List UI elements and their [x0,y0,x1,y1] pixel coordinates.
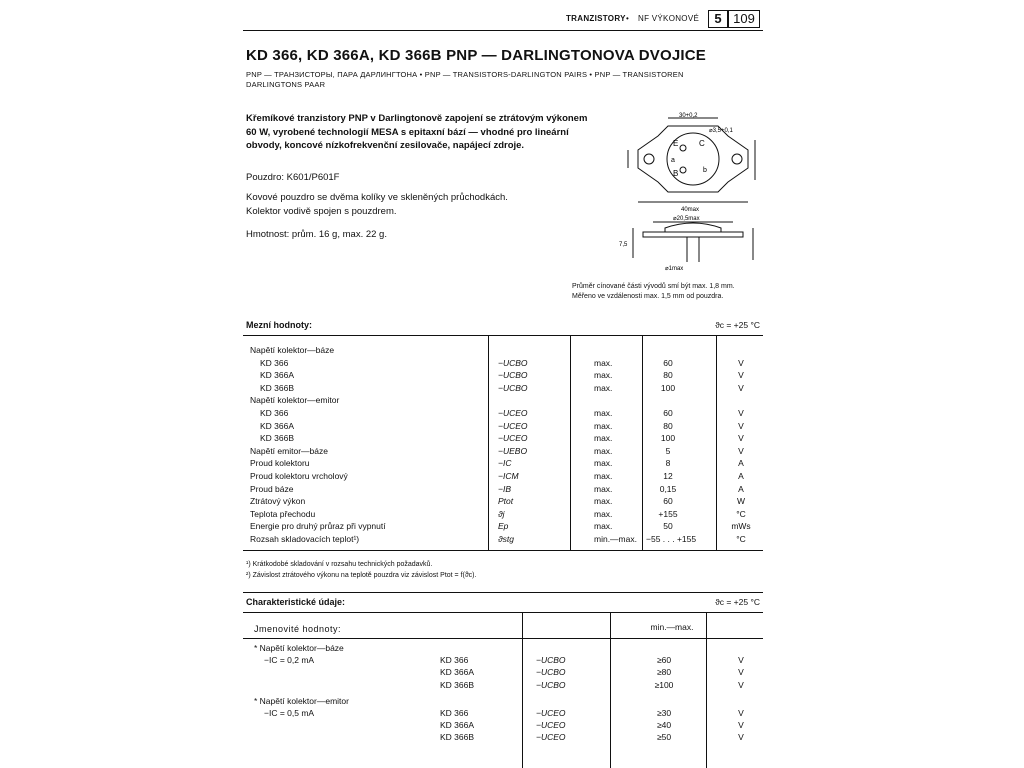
limit-unit: V [738,420,744,431]
label-a: a [671,157,675,164]
char-minmax-label: min.—max. [650,622,694,632]
char-value: ≥30 [656,708,672,718]
limit-unit: V [738,445,744,456]
char-type: KD 366B [440,732,475,743]
limit-name: Proud kolektoru [250,458,310,469]
char-unit: V [738,655,744,666]
limit-qualifier: max. [594,370,613,381]
limits-row [238,421,768,434]
limit-symbol: −IC [498,458,512,469]
char-condition-text: −IC = 0,5 mA [264,708,315,718]
limit-name: Energie pro druhý průraz při vypnutí [250,521,386,532]
limit-value: −55 . . . +155 [646,534,697,544]
limit-value: 60 [663,357,673,368]
limit-name: Ztrátový výkon [250,496,306,507]
header-rule [243,30,763,31]
limit-qualifier: max. [594,496,613,507]
drawing-note-1: Průměr cínované části vývodů smí být max. 1,8 mm. [572,283,735,290]
char-value: ≥40 [656,720,672,731]
limit-qualifier: max. [594,433,613,444]
limit-value: 60 [663,408,673,418]
footnote-1: ¹) Krátkodobé skladování v rozsahu technických požadavků. [246,561,433,568]
char-symbol: −UCEO [536,708,566,718]
limits-row [238,509,768,522]
limit-unit: W [736,496,746,507]
limits-rule-bottom [243,550,763,551]
dim-width-label: 40max [681,207,700,213]
char-condition: ϑc = +25 °C [715,597,760,607]
limit-value: 100 [660,382,676,393]
pin-e [680,145,686,151]
pin-e-label: E [673,139,679,148]
char-type: KD 366A [440,667,475,678]
limit-symbol: ϑj [498,508,505,519]
char-group-name: * Napětí kolektor—báze [254,643,344,653]
limit-qualifier: max. [594,471,613,481]
char-rule-header [243,592,763,593]
limit-unit: mWs [731,521,751,532]
limit-name: Proud kolektoru vrcholový [250,471,348,481]
limit-qualifier: max. [594,408,613,418]
char-group-heading [238,696,768,709]
char-symbol: −UCEO [536,720,566,731]
limits-row [238,471,768,484]
limit-symbol: Ptot [498,496,514,507]
mounting-hole-left [644,154,654,164]
char-type: KD 366A [440,720,475,731]
header-bullet: • [626,14,629,23]
limits-row [238,458,768,471]
limit-qualifier: max. [594,382,613,393]
chapter-number: 5 [708,10,728,28]
limit-name: KD 366B [260,433,295,444]
limit-unit: A [738,471,744,481]
limit-value: 12 [663,471,673,481]
limit-qualifier: max. [594,420,613,431]
page-number: 109 [728,10,760,28]
mounting-hole-right [732,154,742,164]
package-side-flange [643,232,743,237]
dim-height-label: 7,5 [619,242,628,248]
char-symbol: −UCBO [536,655,566,666]
limit-unit: V [738,433,744,444]
limit-qualifier: max. [594,357,613,368]
limit-symbol: ϑstg [498,534,515,544]
limits-row [238,496,768,509]
limit-unit: V [738,370,744,381]
subtitle-line-2: DARLINGTONS PAAR [246,80,326,89]
weight: Hmotnost: prům. 16 g, max. 22 g. [246,229,387,240]
housing-line-1: Kovové pouzdro se dvěma kolíky ve skleněných průchodkách. [246,192,508,203]
limit-name: Napětí kolektor—emitor [250,395,340,406]
limit-value: 80 [663,370,673,381]
dim-top-label: 30+0,2 [679,113,698,119]
char-row [238,732,768,745]
limit-unit: V [738,408,744,418]
limit-name: Proud báze [250,483,294,494]
char-condition-text: −IC = 0,2 mA [264,655,315,666]
drawing-note-2: Měřeno ve vzdálenosti max. 1,5 mm od pouzdra. [572,293,724,300]
limit-value: +155 [658,508,678,519]
limit-qualifier: max. [594,521,613,532]
limit-name: Rozsah skladovacích teplot¹) [250,534,360,544]
limit-value: 5 [665,445,671,456]
char-type: KD 366 [440,655,469,666]
limit-qualifier: max. [594,508,613,519]
label-b: b [703,167,707,174]
description: Křemíkové tranzistory PNP v Darlingtonově zapojení se ztrátovým výkonem 60 W, vyrobené technologií MESA s epitaxní bází — vhodné pro lineární obvody, koncové nízkofrekvenční zesilovače, napájecí zdroje. [246,113,588,151]
package-side-dome [665,223,721,232]
char-row [238,680,768,693]
limit-name: KD 366B [260,382,295,393]
dim-pin-label: ⌀1max [665,266,684,272]
limit-qualifier: max. [594,483,613,494]
limit-name: KD 366 [260,408,289,418]
limits-row [238,534,768,547]
limit-unit: °C [736,534,746,544]
limit-unit: °C [736,508,746,519]
limits-row [238,433,768,446]
char-row [238,708,768,721]
header-subsection: NF VÝKONOVÉ [638,14,700,23]
limits-rule-top [243,335,763,336]
package-type: Pouzdro: K601/P601F [246,172,340,183]
limits-row [238,408,768,421]
char-symbol: −UCBO [536,667,566,678]
limit-value: 60 [663,496,673,507]
dim-dia-label: ⌀20,5max [673,216,700,222]
limit-value: 100 [660,433,676,444]
limit-unit: A [738,483,744,494]
limit-value: 50 [663,521,673,532]
char-unit: V [738,667,744,678]
limit-symbol: −UCBO [498,370,528,381]
limit-unit: V [738,357,744,368]
page-title: KD 366, KD 366A, KD 366B PNP — DARLINGTONOVA DVOJICE [246,47,706,64]
limits-row [238,484,768,497]
limit-symbol: −UCBO [498,357,528,368]
char-type: KD 366 [440,708,469,718]
limit-symbol: −IB [498,483,511,494]
limit-value: 80 [663,420,673,431]
limit-unit: A [738,458,744,469]
subtitle-line-1: PNP — ТРАНЗИСТОРЫ, ПАРА ДАРЛИНГТОНА • PNP — TRANSISTORS-DARLINGTON PAIRS • PNP — TRANSISTOREN [246,70,684,79]
housing-line-2: Kolektor vodivě spojen s pouzdrem. [246,206,397,217]
limit-symbol: −ICM [498,471,519,481]
limit-symbol: −UCEO [498,420,528,431]
limit-name: KD 366A [260,370,295,381]
limit-symbol: −UCEO [498,408,528,418]
char-row [238,720,768,733]
char-heading: Charakteristické údaje: [246,597,346,607]
char-rule-top [243,612,763,613]
limit-name: KD 366A [260,420,295,431]
header-section: TRANZISTORY [566,14,626,23]
limit-name: Teplota přechodu [250,508,316,519]
limit-name: Napětí kolektor—báze [250,345,335,355]
limits-row [238,383,768,396]
char-rule-sub [243,638,763,639]
limit-qualifier: max. [594,458,613,469]
limit-symbol: −UCBO [498,382,528,393]
limit-symbol: Ep [498,521,509,532]
limits-heading: Mezní hodnoty: [246,320,312,330]
char-type: KD 366B [440,679,475,690]
limit-name: KD 366 [260,357,289,368]
limits-row [238,521,768,534]
char-value: ≥50 [656,732,672,743]
limit-unit: V [738,382,744,393]
package-drawing [613,110,763,278]
limit-qualifier: min.—max. [594,534,637,544]
limits-row [238,395,768,408]
pin-c-label: C [699,139,705,148]
char-subheading: Jmenovité hodnoty: [254,624,342,634]
dim-hole-label: ⌀3,5+0,1 [709,128,733,134]
limit-value: 0,15 [659,483,677,494]
limits-row [238,345,768,358]
pin-b [680,167,686,173]
limit-value: 8 [665,458,671,469]
char-row [238,655,768,668]
char-row [238,667,768,680]
limit-name: Napětí emitor—báze [250,445,328,456]
limits-condition: ϑc = +25 °C [715,320,760,330]
char-unit: V [738,679,744,690]
limit-symbol: −UCEO [498,433,528,444]
char-value: ≥60 [656,655,672,666]
char-value: ≥100 [654,679,674,690]
limit-qualifier: max. [594,445,613,456]
limits-row [238,370,768,383]
datasheet-page [238,0,768,768]
char-unit: V [738,720,744,731]
limit-symbol: −UEBO [498,445,528,456]
char-unit: V [738,732,744,743]
char-value: ≥80 [656,667,672,678]
pin-b-label: B [673,169,679,178]
footnote-2: ²) Závislost ztrátového výkonu na teplotě pouzdra viz závislost Ptot = f(ϑc). [246,572,477,579]
char-unit: V [738,708,744,718]
limits-row [238,358,768,371]
limits-row [238,446,768,459]
char-group-heading [238,643,768,656]
char-symbol: −UCEO [536,732,566,743]
char-group-name: * Napětí kolektor—emitor [254,695,349,706]
char-symbol: −UCBO [536,679,566,690]
